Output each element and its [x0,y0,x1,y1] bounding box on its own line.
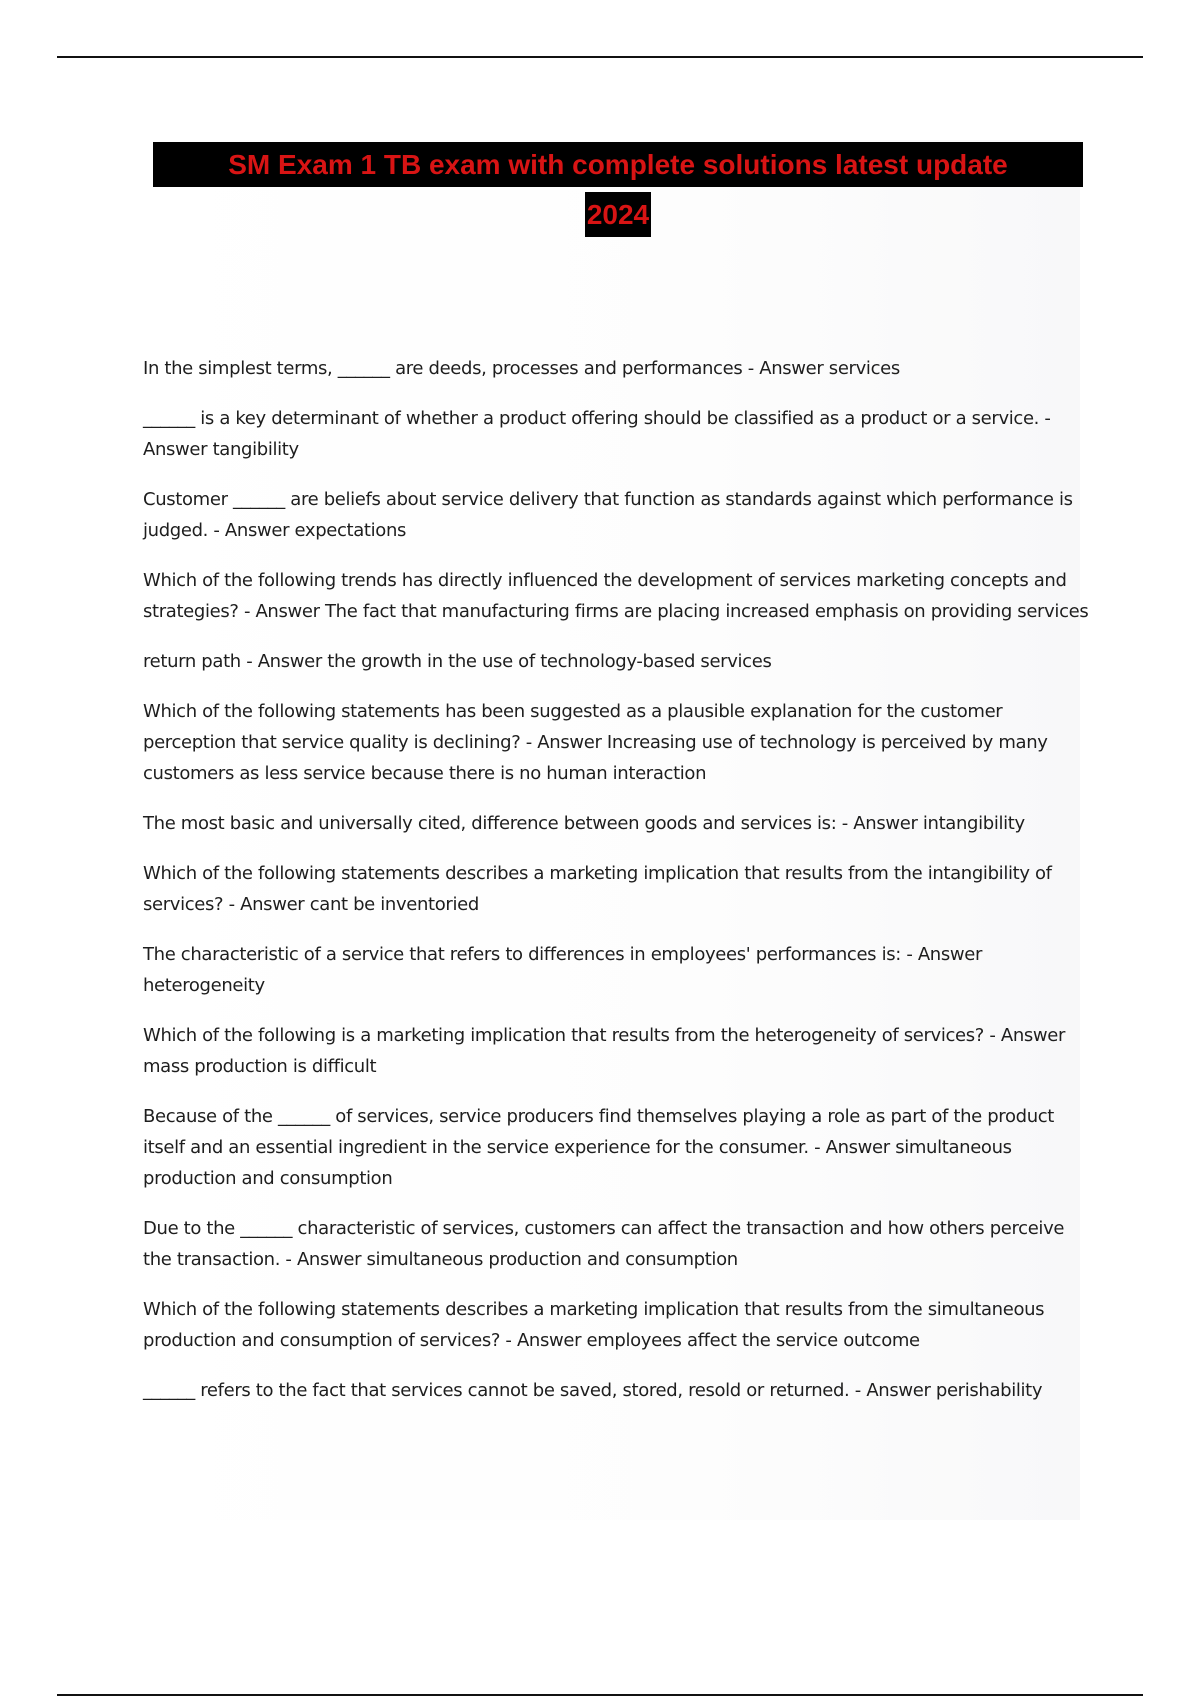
qa-item-4: Which of the following trends has directly influenced the development of services marketing concepts and strategies? - Answer The fact that manufacturing firms are placing increased emphasis on providing services [143,570,1089,622]
qa-item-5: return path - Answer the growth in the use of technology-based services [143,651,772,672]
title-line-1: SM Exam 1 TB exam with complete solutions latest update [153,142,1083,187]
document-title [0,142,1200,242]
question-answer-list [143,353,1093,1425]
qa-item-1: In the simplest terms, ______ are deeds, processes and performances - Answer services [143,358,900,379]
top-rule [57,56,1143,58]
qa-item-2: ______ is a key determinant of whether a product offering should be classified as a product or a service. - Answer tangibility [143,408,1051,460]
qa-item-14: ______ refers to the fact that services cannot be saved, stored, resold or returned. - Answer perishability [143,1380,1043,1401]
qa-item-7: The most basic and universally cited, difference between goods and services is: - Answer intangibility [143,813,1025,834]
qa-item-3: Customer ______ are beliefs about service delivery that function as standards against which performance is judged. - Answer expectations [143,489,1073,541]
qa-item-10: Which of the following is a marketing implication that results from the heterogeneity of services? - Answer mass production is difficult [143,1025,1066,1077]
title-line-2: 2024 [585,192,651,237]
qa-item-8: Which of the following statements describes a marketing implication that results from the intangibility of services? - Answer cant be inventoried [143,863,1052,915]
bottom-rule [57,1694,1143,1696]
qa-item-6: Which of the following statements has been suggested as a plausible explanation for the customer perception that service quality is declining? - Answer Increasing use of technology is perceived by many customers as less service because there is no human interaction [143,701,1048,784]
qa-item-12: Due to the ______ characteristic of services, customers can affect the transaction and how others perceive the transaction. - Answer simultaneous production and consumption [143,1218,1065,1270]
qa-item-9: The characteristic of a service that refers to differences in employees' performances is: - Answer heterogeneity [143,944,983,996]
qa-item-11: Because of the ______ of services, service producers find themselves playing a role as part of the product itself and an essential ingredient in the service experience for the consumer. - Answer simultaneous production and consumption [143,1106,1055,1189]
qa-item-13: Which of the following statements describes a marketing implication that results from the simultaneous production and consumption of services? - Answer employees affect the service outcome [143,1299,1045,1351]
